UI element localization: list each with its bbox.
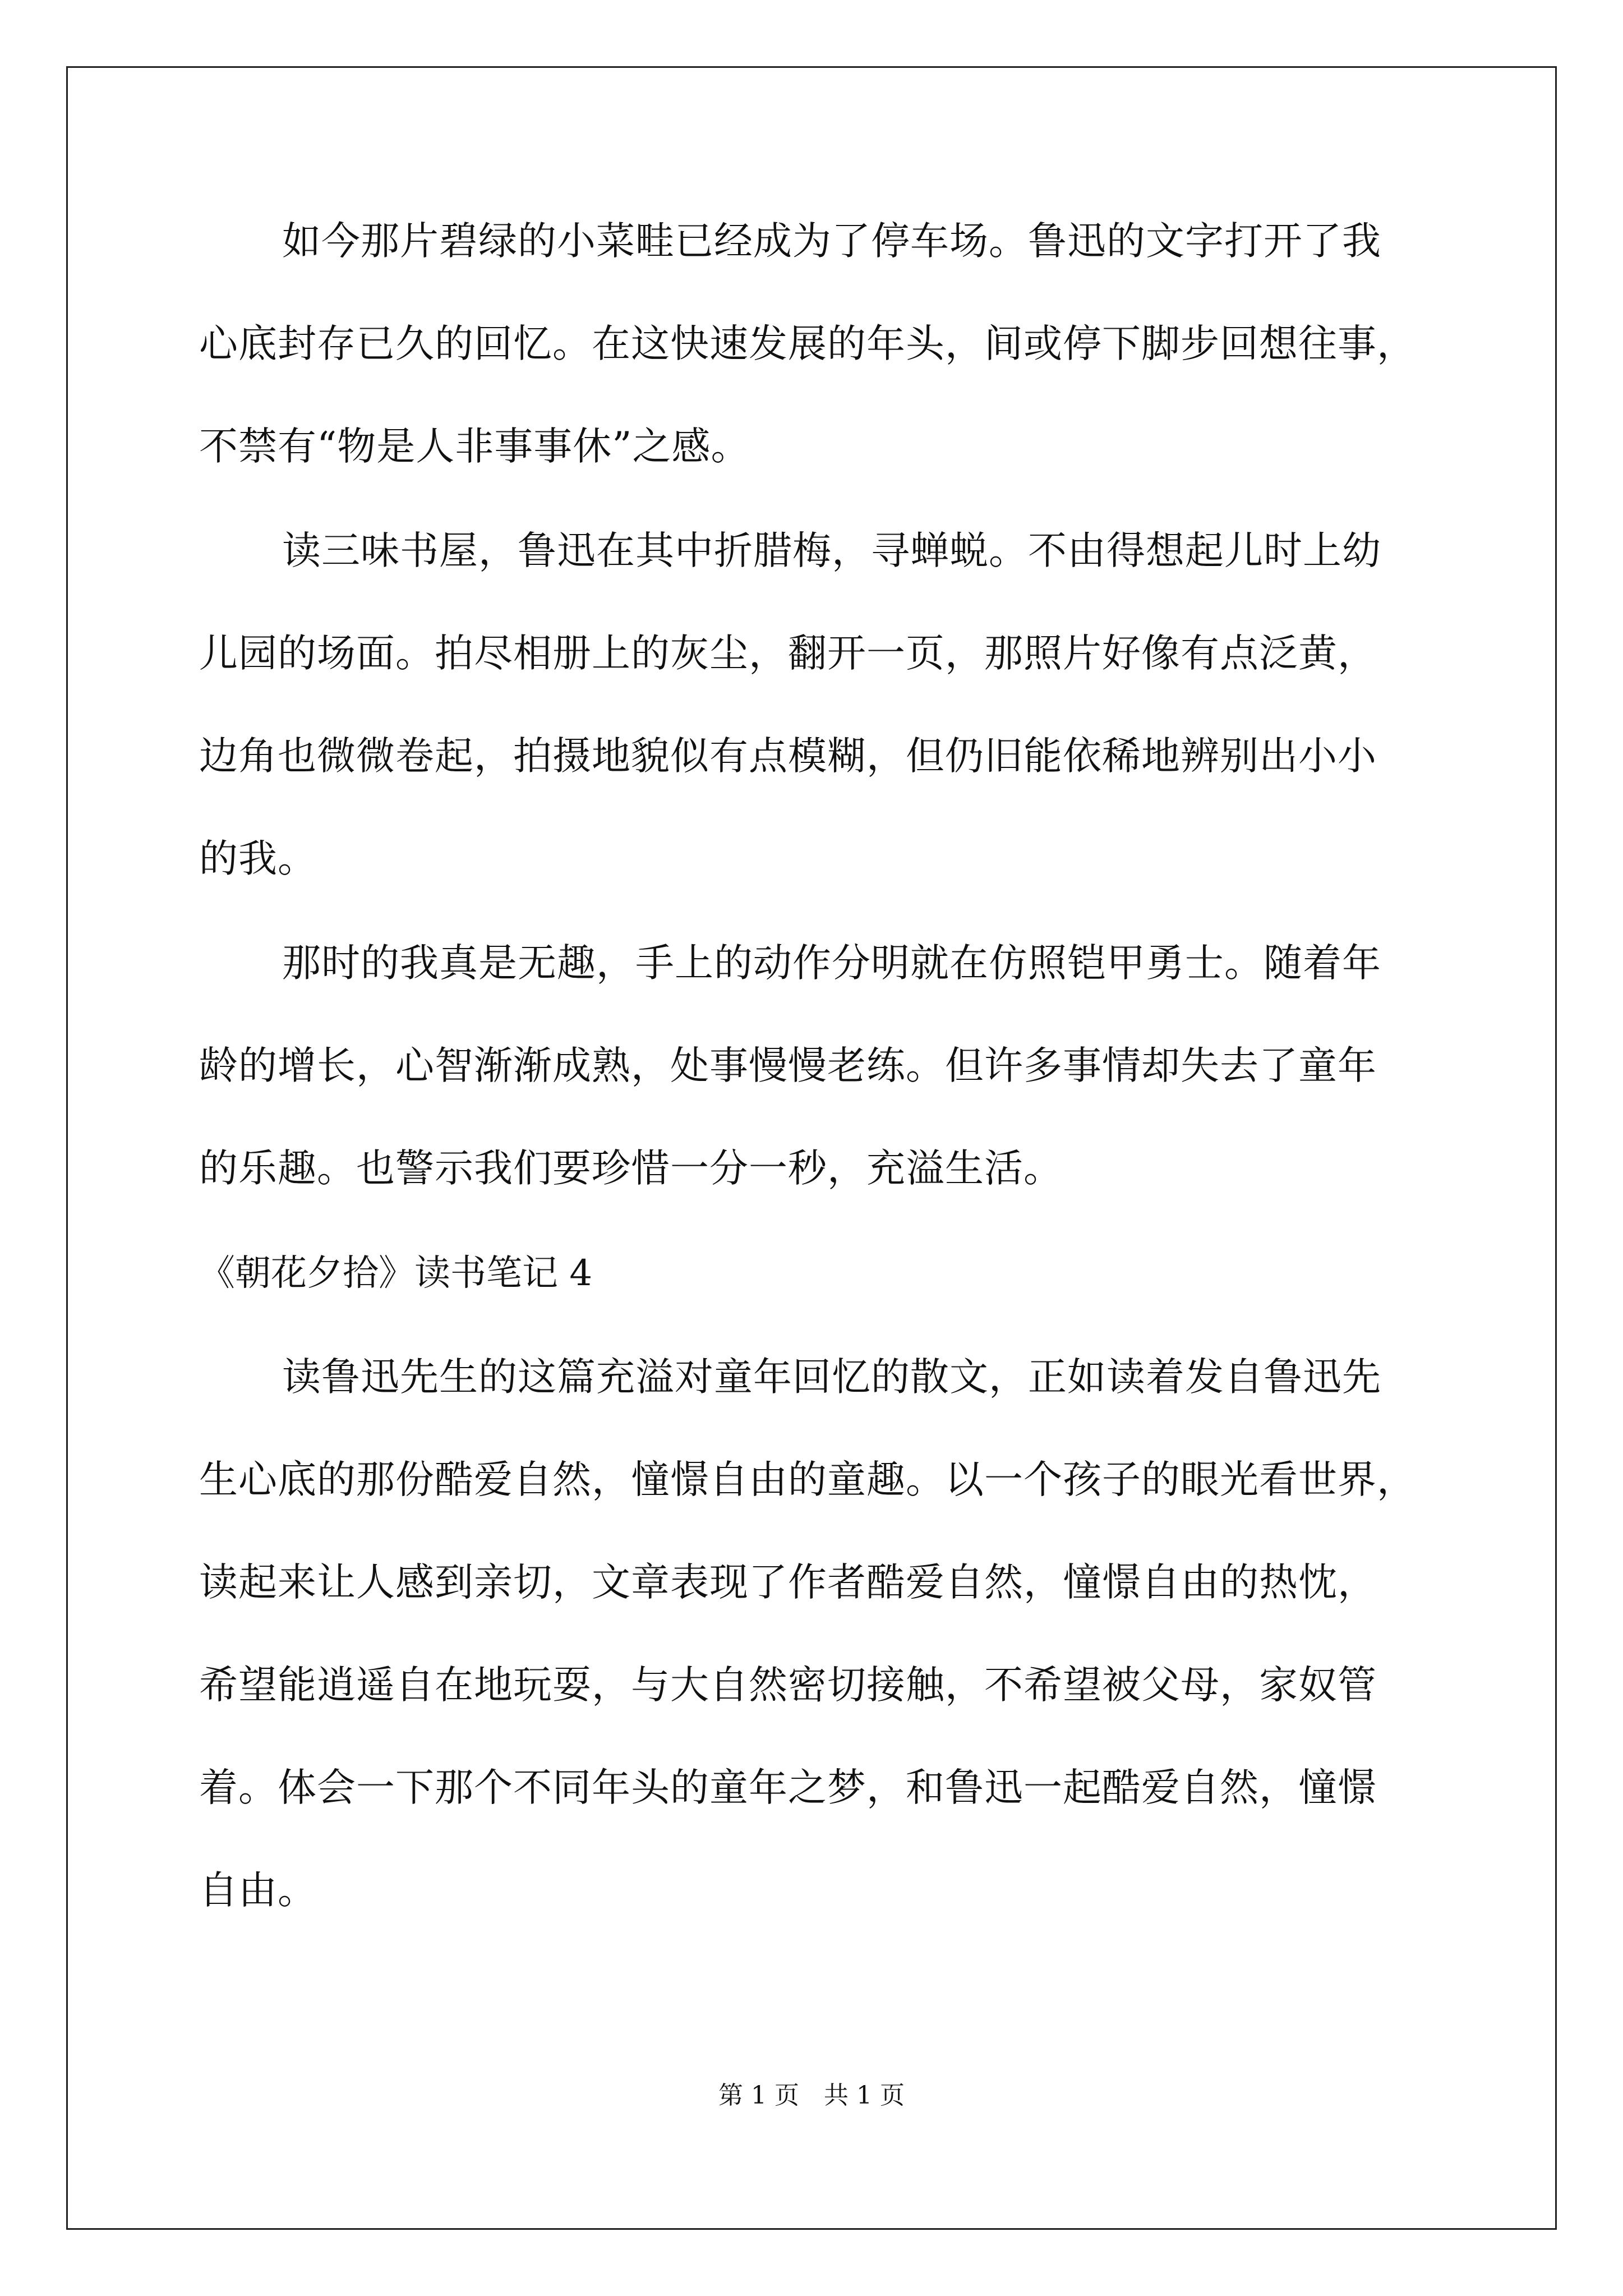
paragraph-4-line-1: 读鲁迅先生的这篇充溢对童年回忆的散文，正如读着发自鲁迅先 [282, 1355, 1381, 1400]
paragraph-1-line-3: 不禁有“物是人非事事休”之感。 [199, 424, 750, 469]
paragraph-4-line-6: 自由。 [199, 1868, 317, 1913]
section-heading: 《朝花夕拾》读书笔记 4 [199, 1253, 593, 1294]
paragraph-4-line-5: 着。体会一下那个不同年头的童年之梦，和鲁迅一起酷爱自然，憧憬 [199, 1765, 1377, 1810]
page-number-footer: 第 1 页 共 1 页 [718, 2081, 905, 2110]
paragraph-2-line-1: 读三味书屋，鲁迅在其中折腊梅，寻蝉蜕。不由得想起儿时上幼 [282, 528, 1381, 573]
paragraph-1-line-2: 心底封存已久的回忆。在这快速发展的年头，间或停下脚步回想往事， [199, 321, 1416, 366]
paragraph-4-line-3: 读起来让人感到亲切，文章表现了作者酷爱自然，憧憬自由的热忱， [199, 1560, 1377, 1605]
paragraph-4-line-2: 生心底的那份酷爱自然，憧憬自由的童趣。以一个孩子的眼光看世界， [199, 1457, 1416, 1502]
paragraph-4-line-4: 希望能逍遥自在地玩耍，与大自然密切接触，不希望被父母，家奴管 [199, 1663, 1377, 1708]
paragraph-2-line-4: 的我。 [199, 836, 317, 881]
paragraph-2-line-3: 边角也微微卷起，拍摄地貌似有点模糊，但仍旧能依稀地辨别出小小 [199, 734, 1377, 779]
paragraph-3-line-1: 那时的我真是无趣，手上的动作分明就在仿照铠甲勇士。随着年 [282, 941, 1381, 986]
paragraph-3-line-3: 的乐趣。也警示我们要珍惜一分一秒，充溢生活。 [199, 1146, 1063, 1191]
paragraph-2-line-2: 儿园的场面。拍尽相册上的灰尘，翻开一页，那照片好像有点泛黄， [199, 631, 1377, 676]
paragraph-3-line-2: 龄的增长，心智渐渐成熟，处事慢慢老练。但许多事情却失去了童年 [199, 1043, 1377, 1088]
paragraph-1-line-1: 如今那片碧绿的小菜畦已经成为了停车场。鲁迅的文字打开了我 [282, 219, 1381, 264]
